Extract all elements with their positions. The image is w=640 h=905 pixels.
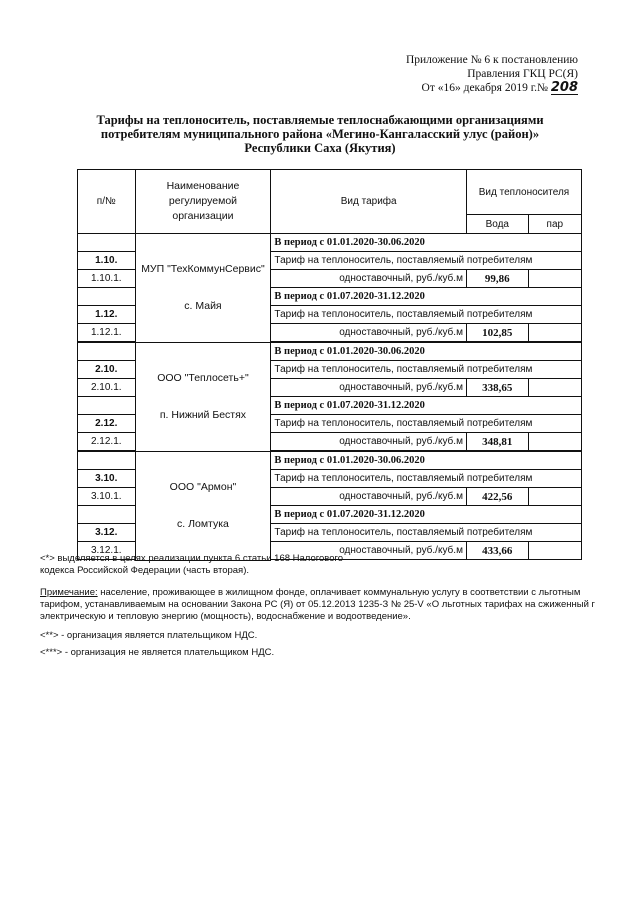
tariff-description: Тариф на теплоноситель, поставляемый потребителям	[271, 470, 582, 488]
organization-cell	[135, 343, 271, 452]
tariff-unit: одноставочный, руб./куб.м	[271, 542, 467, 560]
header-carrier-type: Вид теплоносителя	[466, 170, 581, 215]
row-subnumber: 2.12.1.	[78, 433, 136, 451]
row-number: 3.12.	[78, 524, 136, 542]
organization-name: МУП "ТехКоммунСервис"	[141, 263, 265, 275]
row-subnumber: 1.10.1.	[78, 270, 136, 288]
tariff-unit: одноставочный, руб./куб.м	[271, 488, 467, 506]
vat-payer-note: <**> - организация является плательщиком НДС.	[40, 630, 258, 641]
header-number: п/№	[78, 170, 136, 234]
tariff-description: Тариф на теплоноситель, поставляемый потребителям	[271, 306, 582, 324]
title-line-2: потребителям муниципального района «Мегино-Кангаласский улус (район)»	[100, 127, 540, 141]
steam-value	[528, 433, 581, 451]
row-subnumber: 2.10.1.	[78, 379, 136, 397]
water-value: 338,65	[466, 379, 528, 397]
table-row	[78, 452, 582, 470]
row-number: 2.10.	[78, 361, 136, 379]
period-label: В период с 01.01.2020-30.06.2020	[271, 343, 582, 361]
tariff-unit: одноставочный, руб./куб.м	[271, 324, 467, 342]
tariff-unit: одноставочный, руб./куб.м	[271, 379, 467, 397]
appendix-line-3	[406, 81, 578, 95]
organization-place: с. Майя	[184, 300, 222, 312]
tariff-unit: одноставочный, руб./куб.м	[271, 270, 467, 288]
table-row	[78, 343, 582, 361]
period-label: В период с 01.07.2020-31.12.2020	[271, 288, 582, 306]
header-steam: пар	[528, 215, 581, 234]
note-text-line-3: электрическую и тепловую энергию (мощность), водоснабжение и водоотведение».	[40, 611, 411, 622]
organization-place: п. Нижний Бестях	[159, 409, 247, 421]
handwritten-order-number: 208	[550, 80, 578, 95]
vat-nonpayer-note: <***> - организация не является плательщиком НДС.	[40, 647, 275, 658]
tariff-unit: одноставочный, руб./куб.м	[271, 433, 467, 451]
steam-value	[528, 270, 581, 288]
water-value: 348,81	[466, 433, 528, 451]
appendix-line-1: Приложение № 6 к постановлению	[405, 54, 578, 66]
period-label: В период с 01.07.2020-31.12.2020	[271, 397, 582, 415]
document-title	[70, 113, 570, 155]
water-value: 99,86	[466, 270, 528, 288]
organization-cell	[135, 234, 271, 343]
tariff-description: Тариф на теплоноситель, поставляемый потребителям	[271, 524, 582, 542]
steam-value	[528, 379, 581, 397]
organization-name: ООО "Теплосеть+"	[157, 372, 249, 384]
row-number: 1.12.	[78, 306, 136, 324]
vat-footnote-line-1: <*> выделяется в целях реализации пункта 6 статьи 168 Налогового	[40, 553, 344, 564]
organization-place: с. Ломтука	[177, 517, 229, 530]
organization-cell	[135, 452, 271, 561]
water-value: 422,56	[466, 488, 528, 506]
vat-footnote	[40, 553, 640, 577]
appendix-line-2: Правления ГКЦ РС(Я)	[467, 68, 578, 80]
tariff-description: Тариф на теплоноситель, поставляемый потребителям	[271, 415, 582, 433]
table-row	[78, 234, 582, 252]
row-subnumber: 1.12.1.	[78, 324, 136, 342]
table-header-row	[78, 170, 582, 215]
period-label: В период с 01.01.2020-30.06.2020	[271, 452, 582, 470]
steam-value	[528, 488, 581, 506]
organization-name: ООО "Армон"	[169, 480, 237, 493]
appendix-date: От «16» декабря 2019 г.№	[421, 82, 548, 94]
header-tariff-type: Вид тарифа	[271, 170, 467, 234]
steam-value	[528, 324, 581, 342]
note-label: Примечание:	[40, 587, 98, 598]
water-value: 102,85	[466, 324, 528, 342]
period-label: В период с 01.07.2020-31.12.2020	[271, 506, 582, 524]
tariff-table	[77, 169, 582, 561]
water-value: 433,66	[466, 542, 528, 560]
title-line-1: Тарифы на теплоноситель, поставляемые теплоснабжающими организациями	[96, 113, 544, 127]
row-number: 3.10.	[78, 470, 136, 488]
tariff-description: Тариф на теплоноситель, поставляемый потребителям	[271, 361, 582, 379]
tariff-description: Тариф на теплоноситель, поставляемый потребителям	[271, 252, 582, 270]
period-label: В период с 01.01.2020-30.06.2020	[271, 234, 582, 252]
row-subnumber: 3.12.1.	[78, 542, 136, 560]
note-text-line-1: население, проживающее в жилищном фонде, оплачивает коммунальную услугу в соответствии с льготным	[97, 587, 581, 598]
row-subnumber: 3.10.1.	[78, 488, 136, 506]
vat-footnote-line-2: кодекса Российской Федерации (часть вторая).	[40, 565, 250, 576]
appendix-header	[406, 53, 578, 95]
row-number: 1.10.	[78, 252, 136, 270]
title-line-3: Республики Саха (Якутия)	[244, 141, 396, 155]
note-block	[40, 587, 640, 623]
note-text-line-2: тарифом, устанавливаемым на основании Закона РС (Я) от 05.12.2013 1235-З № 25-V «О льготных тарифах на сжиженный г	[40, 599, 596, 610]
row-number: 2.12.	[78, 415, 136, 433]
header-organization: Наименование регулируемой организации	[135, 170, 271, 234]
header-water: Вода	[466, 215, 528, 234]
